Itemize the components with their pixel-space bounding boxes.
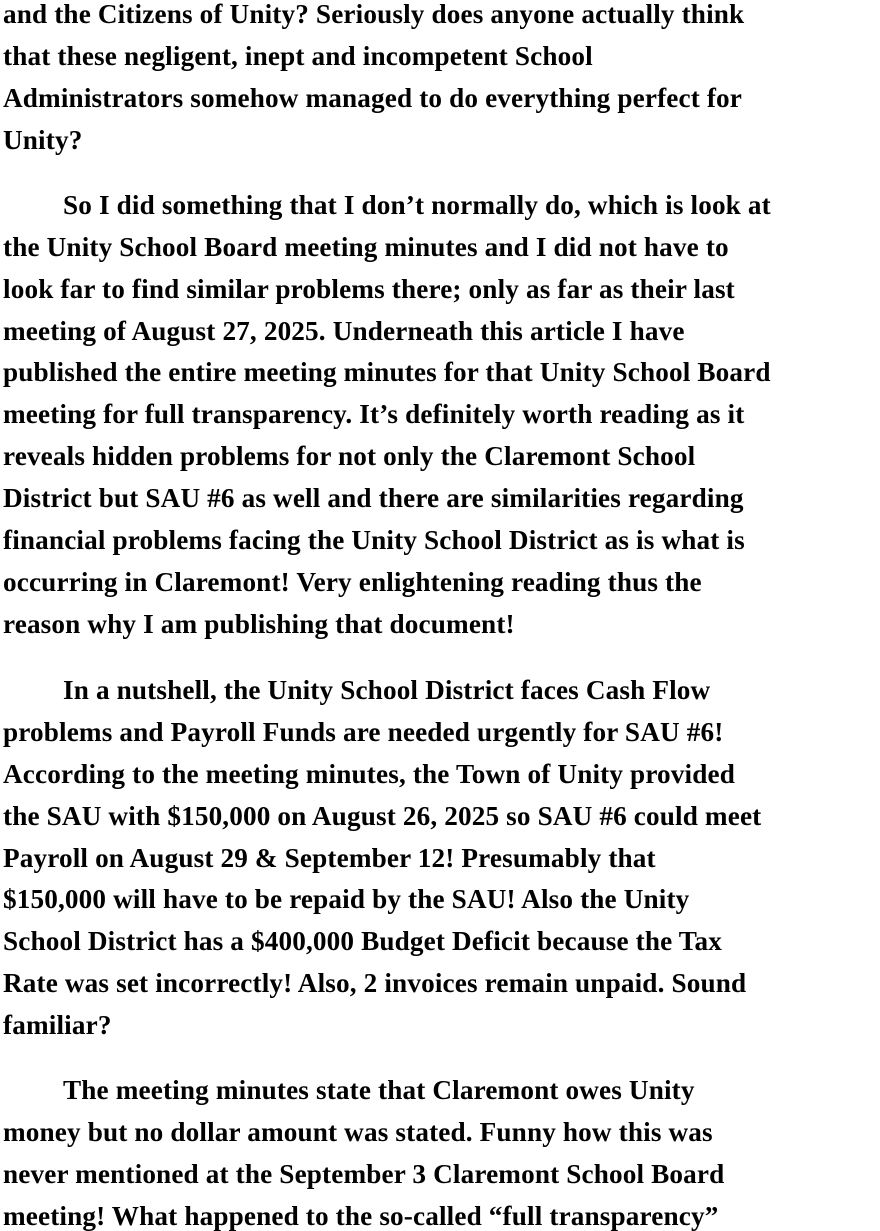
- text-line: occurring in Claremont! Very enlightening reading thus the: [3, 567, 702, 597]
- text-line: financial problems facing the Unity School District as is what is: [3, 525, 745, 555]
- text-line: District but SAU #6 as well and there are similarities regarding: [3, 483, 744, 513]
- text-line: Administrators somehow managed to do everything perfect for: [3, 83, 743, 113]
- text-line: never mentioned at the September 3 Claremont School Board: [3, 1159, 725, 1189]
- text-line: meeting! What happened to the so-called “full transparency”: [3, 1201, 719, 1231]
- text-line: School District has a $400,000 Budget Deficit because the Tax: [3, 926, 723, 956]
- text-line: look far to find similar problems there; only as far as their last: [3, 274, 735, 304]
- text-line: $150,000 will have to be repaid by the SAU! Also the Unity: [3, 884, 690, 914]
- text-line: and the Citizens of Unity? Seriously does anyone actually think: [3, 0, 745, 29]
- text-line: that these negligent, inept and incompetent School: [3, 41, 593, 71]
- text-line: reason why I am publishing that document!: [3, 609, 515, 639]
- text-line: problems and Payroll Funds are needed urgently for SAU #6!: [3, 717, 724, 747]
- text-line: The meeting minutes state that Claremont owes Unity: [63, 1075, 695, 1105]
- text-line: published the entire meeting minutes for that Unity School Board: [3, 357, 771, 387]
- text-line: reveals hidden problems for not only the Claremont School: [3, 441, 696, 471]
- text-line: In a nutshell, the Unity School District faces Cash Flow: [63, 675, 711, 705]
- text-line: the SAU with $150,000 on August 26, 2025 so SAU #6 could meet: [3, 801, 762, 831]
- text-line: So I did something that I don’t normally do, which is look at: [63, 190, 771, 220]
- text-line: Payroll on August 29 & September 12! Presumably that: [3, 843, 656, 873]
- text-line: familiar?: [3, 1010, 112, 1040]
- text-line: the Unity School Board meeting minutes and I did not have to: [3, 232, 729, 262]
- text-line: meeting of August 27, 2025. Underneath this article I have: [3, 316, 685, 346]
- text-line: meeting for full transparency. It’s definitely worth reading as it: [3, 399, 745, 429]
- text-line: According to the meeting minutes, the Town of Unity provided: [3, 759, 736, 789]
- text-line: money but no dollar amount was stated. Funny how this was: [3, 1117, 713, 1147]
- text-line: Unity?: [3, 125, 83, 155]
- text-line: Rate was set incorrectly! Also, 2 invoices remain unpaid. Sound: [3, 968, 747, 998]
